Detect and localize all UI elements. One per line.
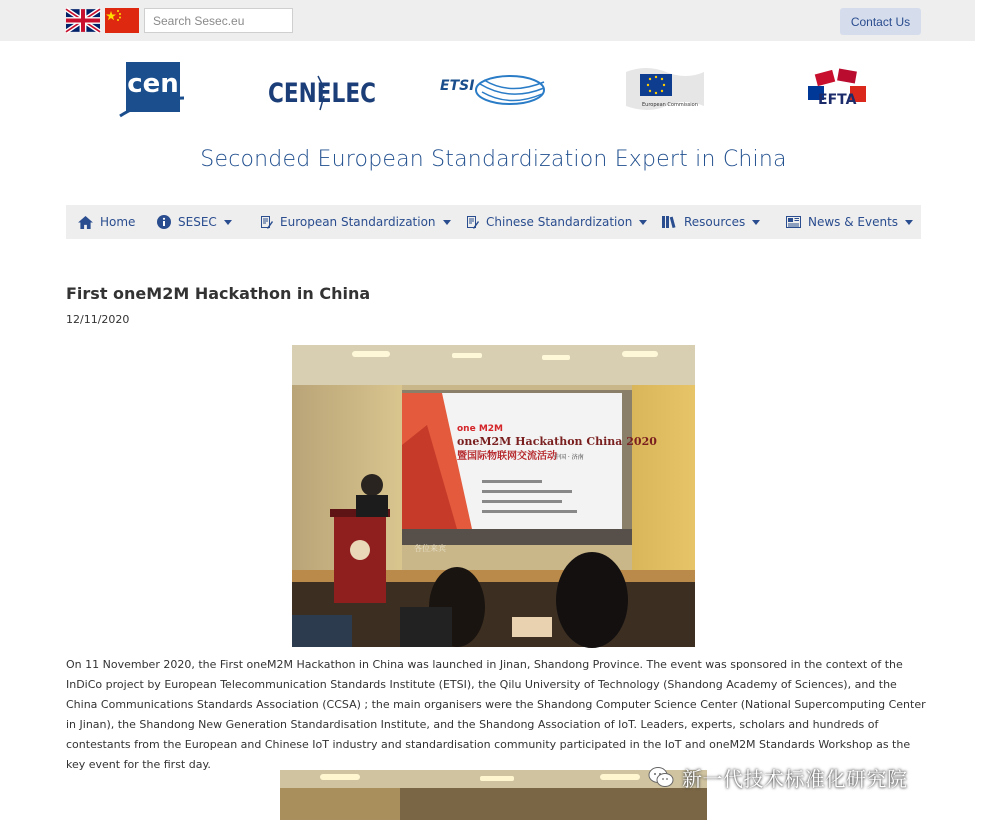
document-edit-icon [467,216,479,229]
svg-text:CENELEC: CENELEC [268,78,376,109]
european-commission-logo[interactable] [626,64,704,123]
nav-label: Chinese Standardization [486,215,633,229]
article-date: 12/11/2020 [66,313,130,326]
home-icon [78,216,93,229]
info-circle-icon [157,215,171,229]
nav-label: Home [100,215,136,229]
chevron-down-icon [639,220,647,225]
nav-item-european-standardization[interactable] [261,205,451,239]
svg-text:EFTA: EFTA [818,92,857,108]
svg-text:European Commission: European Commission [642,102,698,108]
contact-us-button[interactable]: Contact Us [840,8,921,35]
chevron-down-icon [224,220,232,225]
cen-logo[interactable] [118,62,186,123]
main-nav [66,205,921,239]
top-bar [0,0,975,41]
nav-item-chinese-standardization[interactable] [467,205,647,239]
nav-item-sesec[interactable] [157,205,232,239]
article-body: On 11 November 2020, the First oneM2M Hackathon in China was launched in Jinan, Shandong Province. The event was sponsored in the context of the InDiCo project by European Telecommunication Standards Institute (ETSI), the Qilu University of Technology (Shandong Academy of Sciences), and the China Communications Standards Association (CCSA) ; the main organisers were the Shandong Computer Science Center (National Supercomputing Center in Jinan), the Shandong New Generation Standardisation Institute, and the Shandong Association of IoT. Leaders, experts, scholars and hundreds of contestants from the European and Chinese IoT industry and standardisation community participated in the IoT and oneM2M Standards Workshop as the key event for the first day. [66,658,926,771]
chevron-down-icon [752,220,760,225]
nav-label: Resources [684,215,746,229]
document-edit-icon [261,216,273,229]
nav-item-resources[interactable] [662,205,760,239]
china-flag-icon[interactable] [105,8,139,33]
chevron-down-icon [443,220,451,225]
nav-item-news-events[interactable] [786,205,913,239]
uk-flag-icon[interactable] [66,8,100,33]
event-photo [292,345,695,647]
etsi-logo[interactable] [440,72,548,113]
svg-text:oneM2M Hackathon China 2020: oneM2M Hackathon China 2020 [457,435,657,448]
nav-label: News & Events [808,215,899,229]
svg-text:各位来宾: 各位来宾 [414,544,446,553]
svg-text:one M2M: one M2M [457,424,504,434]
svg-text:cen: cen [127,69,179,99]
efta-logo[interactable] [806,68,868,117]
svg-text:暨国际物联网交流活动: 暨国际物联网交流活动 [457,451,557,462]
svg-text:中国 · 济南: 中国 · 济南 [554,454,584,461]
svg-text:ETSI: ETSI [440,78,475,94]
watermark-text: 新一代技术标准化研究院 [682,766,908,791]
watermark [648,762,908,792]
nav-label: European Standardization [280,215,436,229]
search-input[interactable] [144,8,293,33]
nav-label: SESEC [178,215,217,229]
nav-item-home[interactable] [78,205,135,239]
books-icon [662,216,677,228]
wechat-icon [648,766,674,788]
article-title: First oneM2M Hackathon in China [66,284,371,303]
site-title: Seconded European Standardization Expert in China [200,147,787,172]
cenelec-logo[interactable] [268,70,380,119]
chevron-down-icon [905,220,913,225]
event-photo-second [280,770,707,820]
newspaper-icon [786,216,801,228]
